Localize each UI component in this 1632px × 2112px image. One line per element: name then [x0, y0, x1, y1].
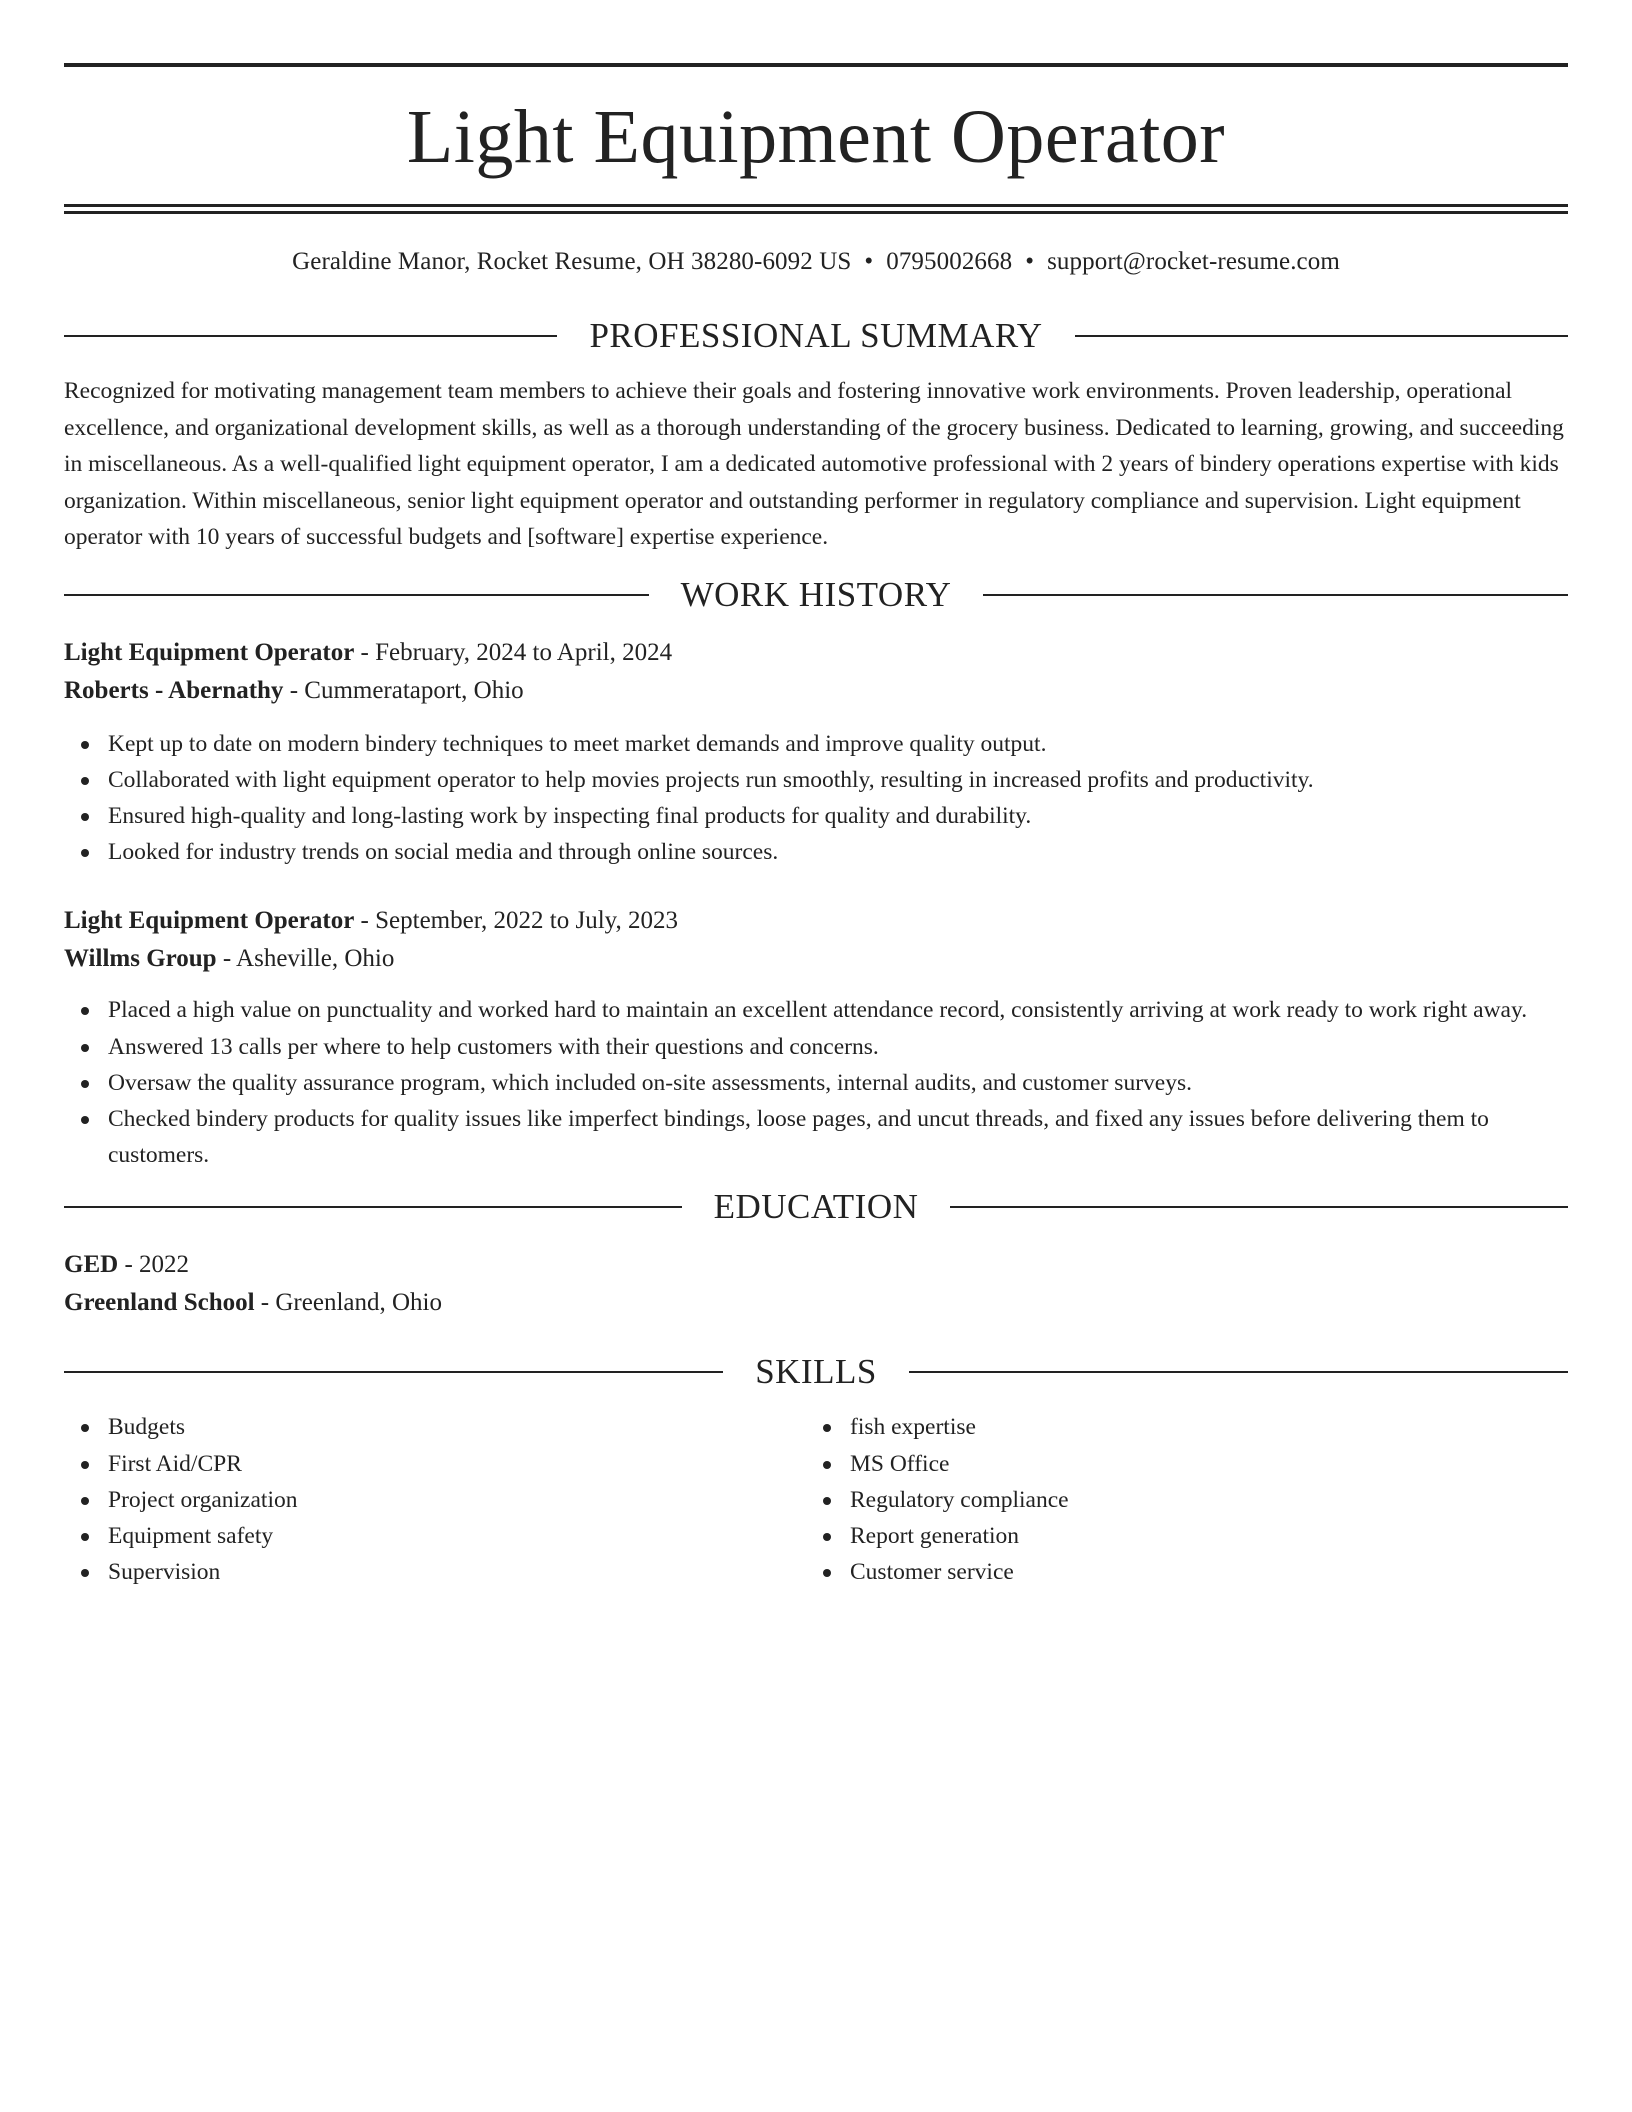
skills-heading — [64, 1350, 1568, 1394]
contact-line — [64, 245, 1568, 279]
heading-rule-right — [950, 1206, 1568, 1208]
contact-separator: • — [1025, 248, 1035, 275]
skill-item: Customer service — [806, 1554, 1568, 1590]
heading-rule-right — [983, 594, 1568, 596]
contact-email: support@rocket-resume.com — [1047, 248, 1340, 275]
job-title-line — [64, 902, 1568, 940]
job-bullets — [64, 992, 1568, 1173]
resume-title: Light Equipment Operator — [406, 95, 1226, 179]
list-item: Answered 13 calls per where to help customers with their questions and concerns. — [64, 1029, 1568, 1065]
skill-item: Project organization — [64, 1482, 806, 1518]
heading-rule-right — [909, 1371, 1568, 1373]
school-name: Greenland School — [64, 1289, 255, 1317]
job-title: Light Equipment Operator — [64, 907, 355, 935]
skills-column-left — [64, 1409, 806, 1590]
skill-item: fish expertise — [806, 1409, 1568, 1445]
school-line — [64, 1284, 1568, 1322]
list-item: Placed a high value on punctuality and worked hard to maintain an excellent attendance record, consistently arriving at work ready to work right away. — [64, 992, 1568, 1028]
title-double-rule — [64, 204, 1568, 214]
job-location: - Cummerataport, Ohio — [283, 676, 524, 704]
skill-item: Equipment safety — [64, 1518, 806, 1554]
education-heading-label: EDUCATION — [713, 1187, 919, 1227]
job-dates: - February, 2024 to April, 2024 — [354, 638, 673, 666]
heading-rule-right — [1075, 335, 1568, 337]
contact-address: Geraldine Manor, Rocket Resume, OH 38280-6092 US — [292, 248, 852, 275]
list-item: Oversaw the quality assurance program, which included on-site assessments, internal audits, and customer surveys. — [64, 1065, 1568, 1101]
skill-item: MS Office — [806, 1446, 1568, 1482]
list-item: Checked bindery products for quality issues like imperfect bindings, loose pages, and uncut threads, and fixed any issues before delivering them to customers. — [64, 1101, 1568, 1173]
summary-text: Recognized for motivating management team members to achieve their goals and fostering innovative work environments. Proven leadership, operational excellence, and organizational development skills, as well as a thorough understanding of the grocery business. Dedicated to learning, growing, and succeeding in miscellaneous. As a well-qualified light equipment operator, I am a dedicated automotive professional with 2 years of bindery operations expertise with kids organization. Within miscellaneous, senior light equipment operator and outstanding performer in regulatory compliance and supervision. Light equipment operator with 10 years of successful budgets and [software] expertise experience. — [64, 378, 1564, 550]
school-location: - Greenland, Ohio — [254, 1289, 442, 1317]
skill-item: Budgets — [64, 1409, 806, 1445]
job-entry — [64, 902, 1568, 1173]
summary-heading-label: PROFESSIONAL SUMMARY — [589, 316, 1043, 355]
skills-heading-label: SKILLS — [755, 1352, 877, 1392]
skill-item: Report generation — [806, 1518, 1568, 1554]
skill-item: Supervision — [64, 1554, 806, 1590]
job-entry — [64, 634, 1568, 871]
contact-separator: • — [864, 248, 874, 275]
heading-rule-left — [64, 1206, 682, 1208]
contact-phone: 0795002668 — [886, 248, 1013, 275]
job-company: Roberts - Abernathy — [64, 676, 284, 704]
education-entry — [64, 1246, 1568, 1322]
heading-rule-left — [64, 335, 557, 337]
summary-heading — [64, 314, 1568, 358]
job-title-line — [64, 634, 1568, 672]
list-item: Looked for industry trends on social media and through online sources. — [64, 834, 1568, 870]
list-item: Kept up to date on modern bindery techniques to meet market demands and improve quality output. — [64, 726, 1568, 762]
work-history-heading-label: WORK HISTORY — [680, 574, 952, 614]
heading-rule-left — [64, 1371, 723, 1373]
education-heading — [64, 1185, 1568, 1229]
job-title: Light Equipment Operator — [64, 638, 355, 666]
job-location: - Asheville, Ohio — [216, 945, 395, 973]
job-dates: - September, 2022 to July, 2023 — [354, 907, 679, 935]
skills-list — [64, 1409, 1568, 1590]
degree-line — [64, 1246, 1568, 1284]
degree: GED — [64, 1251, 119, 1279]
job-company: Willms Group — [64, 945, 217, 973]
top-rule — [64, 63, 1568, 67]
job-company-line — [64, 672, 1568, 710]
list-item: Ensured high-quality and long-lasting work by inspecting final products for quality and durability. — [64, 798, 1568, 834]
job-bullets — [64, 726, 1568, 871]
job-company-line — [64, 940, 1568, 978]
skill-item: Regulatory compliance — [806, 1482, 1568, 1518]
list-item: Collaborated with light equipment operator to help movies projects run smoothly, resulting in increased profits and productivity. — [64, 762, 1568, 798]
work-history-heading — [64, 573, 1568, 617]
heading-rule-left — [64, 594, 649, 596]
skill-item: First Aid/CPR — [64, 1446, 806, 1482]
skills-column-right — [806, 1409, 1568, 1590]
degree-year: - 2022 — [118, 1251, 190, 1279]
